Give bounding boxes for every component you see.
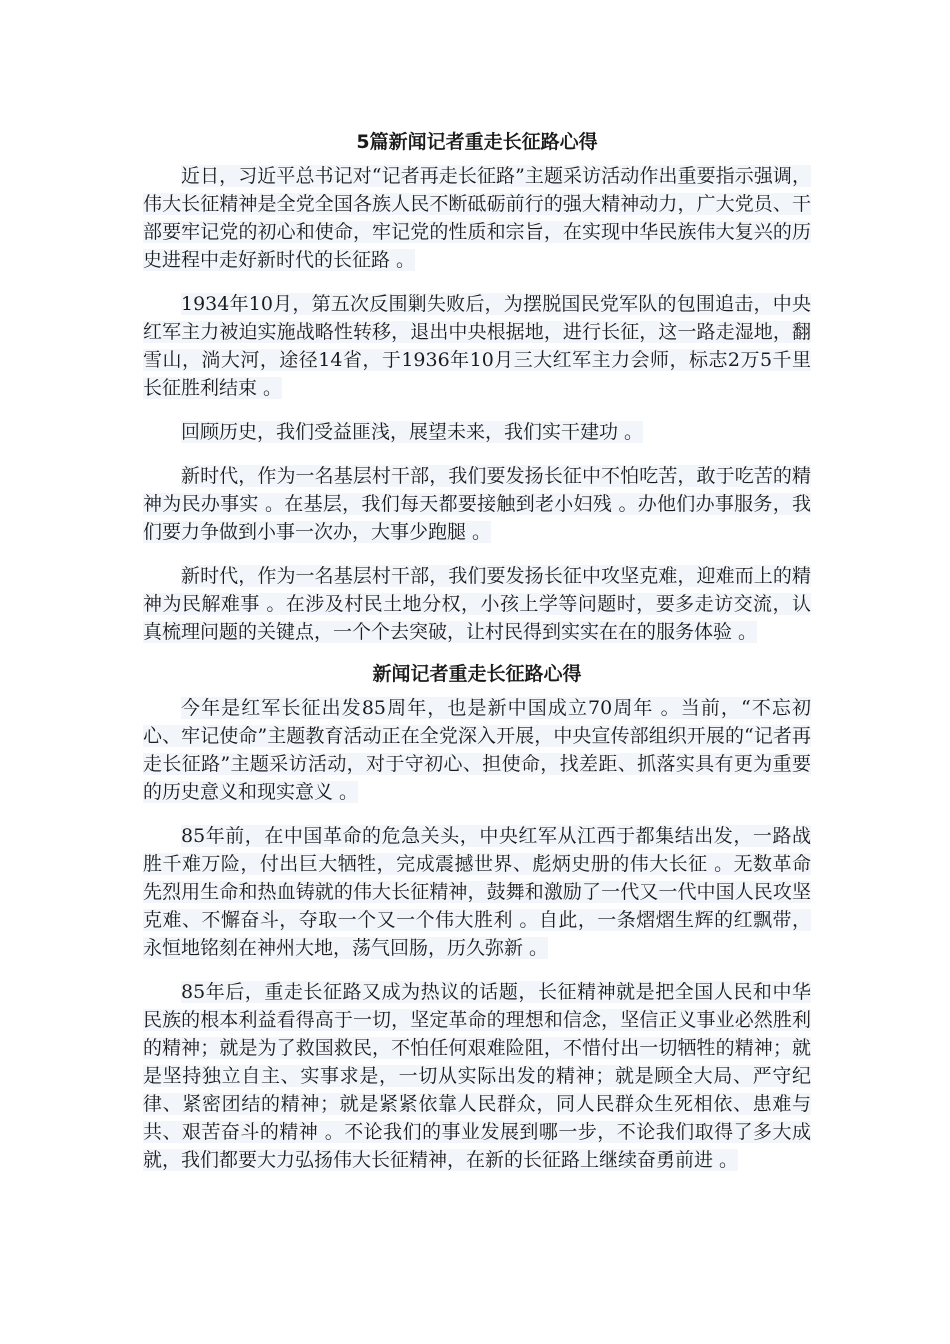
paragraph-text: 今年是红军长征出发85周年，也是新中国成立70周年 。当前，“不忘初心、牢记使命”主题教育活动正在全党深入开展，中央宣传部组织开展的“记者再走长征路”主题采访活动，对于守初心、担使命，找差距、抓落实具有更为重要的历史意义和现实意义 。 xyxy=(143,697,811,803)
paragraph-text: 1934年10月，第五次反围剿失败后，为摆脱国民党军队的包围追击，中央红军主力被迫实施战略性转移，退出中央根据地，进行长征，这一路走湿地，翻雪山，淌大河，途径14省，于1936年10月三大红军主力会师，标志2万5千里长征胜利结束 。 xyxy=(143,293,811,399)
paragraph xyxy=(143,288,811,404)
paragraph xyxy=(143,820,811,964)
paragraph xyxy=(143,460,811,548)
paragraph xyxy=(143,160,811,276)
section-title: 新闻记者重走长征路心得 xyxy=(372,663,582,685)
paragraph-text: 回顾历史，我们受益匪浅，展望未来，我们实干建功 。 xyxy=(181,421,644,443)
paragraph-text: 新时代，作为一名基层村干部，我们要发扬长征中不怕吃苦，敢于吃苦的精神为民办事实 。在基层，我们每天都要接触到老小妇残 。办他们办事服务，我们要力争做到小事一次办，大事少跑腿 。 xyxy=(143,465,811,543)
paragraph xyxy=(143,976,811,1176)
paragraph-text: 新时代，作为一名基层村干部，我们要发扬长征中攻坚克难，迎难而上的精神为民解难事 。在涉及村民土地分权，小孩上学等问题时，要多走访交流，认真梳理问题的关键点，一个个去突破，让村民得到实实在在的服务体验 。 xyxy=(143,565,811,643)
paragraph xyxy=(143,560,811,648)
document-title: 5篇新闻记者重走长征路心得 xyxy=(356,131,598,153)
paragraph-text: 近日，习近平总书记对“记者再走长征路”主题采访活动作出重要指示强调，伟大长征精神是全党全国各族人民不断砥砺前行的强大精神动力，广大党员、干部要牢记党的初心和使命，牢记党的性质和宗旨，在实现中华民族伟大复兴的历史进程中走好新时代的长征路 。 xyxy=(143,165,811,271)
paragraph-text: 85年前，在中国革命的危急关头，中央红军从江西于都集结出发，一路战胜千难万险，付出巨大牺牲，完成震撼世界、彪炳史册的伟大长征 。无数革命先烈用生命和热血铸就的伟大长征精神，鼓舞和激励了一代又一代中国人民攻坚克难、不懈奋斗，夺取一个又一个伟大胜利 。自此，一条熠熠生辉的红飘带，永恒地铭刻在神州大地，荡气回肠，历久弥新 。 xyxy=(143,825,811,959)
paragraph xyxy=(143,692,811,808)
paragraph-text: 85年后，重走长征路又成为热议的话题，长征精神就是把全国人民和中华民族的根本利益看得高于一切，坚定革命的理想和信念，坚信正义事业必然胜利的精神；就是为了救国救民，不怕任何艰难险阻，不惜付出一切牺牲的精神；就是坚持独立自主、实事求是，一切从实际出发的精神；就是顾全大局、严守纪律、紧密团结的精神；就是紧紧依靠人民群众，同人民群众生死相依、患难与共、艰苦奋斗的精神 。不论我们的事业发展到哪一步，不论我们取得了多大成就，我们都要大力弘扬伟大长征精神，在新的长征路上继续奋勇前进 。 xyxy=(143,981,811,1171)
document-page xyxy=(143,128,811,1188)
paragraph xyxy=(143,416,811,448)
